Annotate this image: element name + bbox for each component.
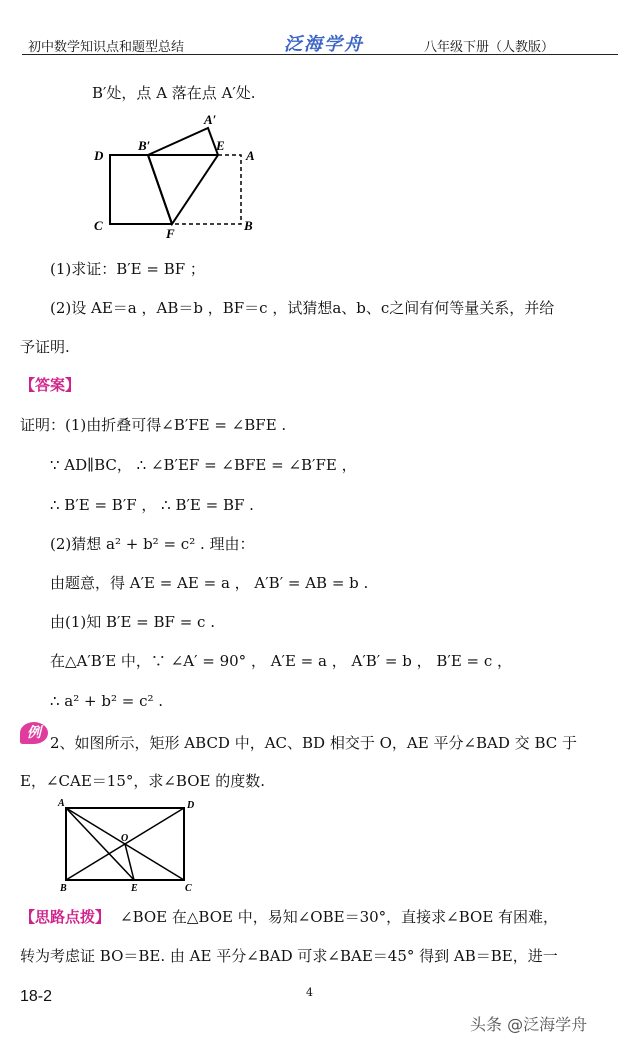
text-line: 在△A′B′E 中，∵ ∠A′ = 90° ， A′E = a ， A′B′ = b ， B′E = c ， — [50, 652, 513, 670]
figure1-label-A: A — [246, 148, 255, 163]
text-line: ∠BOE 在△BOE 中，易知∠OBE＝30°，直接求∠BOE 有困难， — [120, 908, 559, 926]
figure1-label-F: F — [166, 226, 175, 240]
figure2-label-C: C — [185, 883, 192, 894]
figure1-label-B: B — [244, 218, 253, 233]
text-line: ∵ AD∥BC， ∴ ∠B′EF = ∠BFE = ∠B′FE ， — [50, 456, 357, 474]
text-line: 证明：(1)由折叠可得∠B′FE = ∠BFE . — [20, 416, 287, 434]
figure1-folded-quad — [148, 128, 218, 224]
text-line: ∴ B′E = B′F ， ∴ B′E = BF . — [50, 496, 254, 514]
text-line: (2)设 AE＝a ，AB＝b ，BF＝c ，试猜想a、b、c之间有何等量关系，并给 — [50, 299, 555, 317]
text-line: (2)猜想 a² + b² = c² . 理由： — [50, 535, 255, 553]
text-line: (1)求证：B′E = BF ； — [50, 260, 205, 278]
header-brand-logo: 泛海学舟 — [284, 34, 364, 55]
figure1-label-E: E — [216, 138, 225, 153]
footer-page-number: 4 — [306, 986, 313, 999]
header-divider — [22, 54, 618, 55]
figure1-dashed-outline — [172, 155, 241, 224]
hint-tag: 【思路点拨】 — [20, 908, 111, 926]
text-line: ∴ a² + b² = c² . — [50, 692, 164, 710]
header-left-title: 初中数学知识点和题型总结 — [28, 40, 185, 55]
rectangle-diagonals-figure — [54, 796, 202, 896]
text-line: 2、如图所示，矩形 ABCD 中，AC、BD 相交于 O，AE 平分∠BAD 交 BC 于 — [50, 734, 577, 752]
watermark: 头条 @泛海学舟 — [470, 1015, 588, 1034]
text-line: 由题意，得 A′E = AE = a ， A′B′ = AB = b . — [50, 574, 369, 592]
figure1-solid-outline — [110, 155, 172, 224]
figure2-label-E: E — [131, 883, 138, 894]
figure2-label-A: A — [58, 798, 65, 809]
folded-rectangle-figure — [86, 110, 266, 240]
figure1-label-C: C — [94, 218, 103, 233]
figure1-label-A-prime: A′ — [204, 112, 217, 127]
header-right-title: 八年级下册（人教版） — [424, 40, 555, 55]
figure1-fold-side — [148, 155, 172, 224]
figure2-label-O: O — [121, 833, 129, 844]
text-line: B′处，点 A 落在点 A′处. — [92, 84, 256, 102]
text-line: 转为考虑证 BO＝BE. 由 AE 平分∠BAD 可求∠BAE＝45° 得到 AB＝BE，进一 — [20, 947, 558, 965]
figure2-label-D: D — [187, 800, 195, 811]
text-line: 予证明. — [20, 338, 70, 356]
text-line: 由(1)知 B′E = BF = c . — [50, 613, 215, 631]
example-badge: 例 — [20, 722, 48, 744]
text-line: E，∠CAE＝15°，求∠BOE 的度数. — [20, 772, 266, 790]
figure1-label-B-prime: B′ — [138, 138, 151, 153]
footer-section-number: 18-2 — [20, 988, 53, 1005]
answer-tag: 【答案】 — [20, 376, 81, 394]
figure2-label-B: B — [60, 883, 67, 894]
figure1-label-D: D — [94, 148, 104, 163]
